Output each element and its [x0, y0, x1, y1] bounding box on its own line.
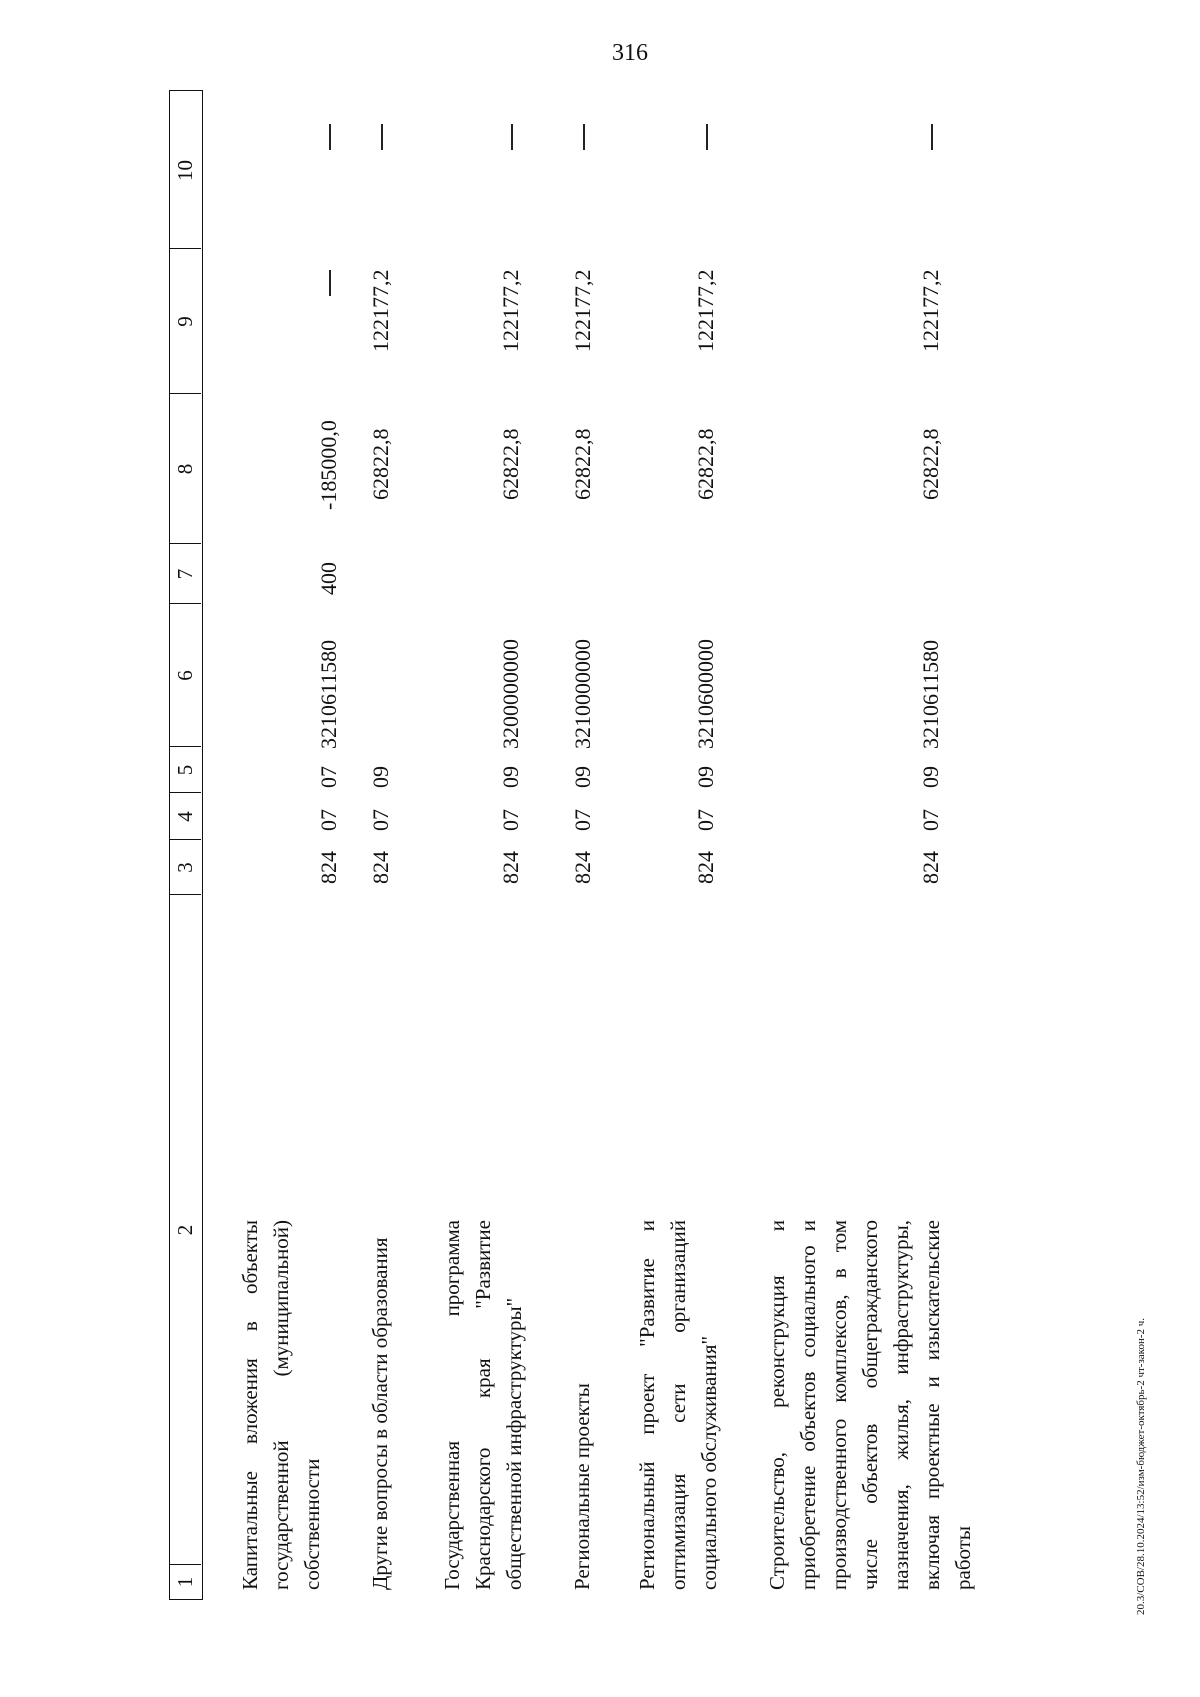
- row-name: Государственная программа Краснодарского края "Развитие общественной инфраструктуры": [440, 1220, 526, 1590]
- header-col-8: 8: [173, 463, 197, 475]
- cell-c4: 07: [498, 809, 523, 831]
- cell-c4: 07: [570, 809, 595, 831]
- cell-c4: 07: [316, 809, 341, 831]
- header-col-10: 10: [173, 160, 197, 181]
- rotated-table: [169, 90, 1169, 1600]
- cell-c6: 3210600000: [693, 639, 718, 749]
- header-col-4: 4: [173, 811, 197, 822]
- dash-mark: [381, 124, 383, 150]
- cell-c5: 09: [498, 766, 523, 788]
- cell-c5: 07: [316, 766, 341, 788]
- cell-c9: 122177,2: [498, 269, 523, 352]
- budget-table: [169, 90, 1169, 1600]
- header-col-3: 3: [173, 862, 197, 873]
- dash-mark: [706, 124, 708, 150]
- table-row: [756, 90, 975, 1600]
- header-col-9: 9: [173, 316, 197, 327]
- cell-c6: 3210611580: [918, 639, 943, 749]
- cell-c3: 824: [368, 851, 393, 884]
- row-name: Другие вопросы в области образования: [368, 1237, 392, 1590]
- cell-c4: 07: [693, 809, 718, 831]
- cell-c3: 824: [570, 851, 595, 884]
- dash-mark: [329, 270, 331, 296]
- table-row: [229, 90, 349, 1600]
- dash-mark: [329, 124, 331, 150]
- table-header-row: [169, 90, 203, 1600]
- table-row: [431, 90, 551, 1600]
- cell-c6: 3210000000: [570, 639, 595, 749]
- cell-c3: 824: [693, 851, 718, 884]
- cell-c9: 122177,2: [570, 269, 595, 352]
- row-name: Строительство, реконструкция и приобретение объектов социального и производственного комплексов, в том числе объектов общегражданского назначения, жилья, инфраструктуры, включая проектные и изыскательские работы: [765, 1220, 975, 1590]
- header-col-6: 6: [173, 670, 197, 681]
- cell-c8: -185000,0: [316, 420, 341, 510]
- cell-c6: 3210611580: [316, 639, 341, 749]
- cell-c5: 09: [368, 766, 393, 788]
- cell-c3: 824: [918, 851, 943, 884]
- cell-c5: 09: [570, 766, 595, 788]
- row-name: Региональный проект "Развитие и оптимизация сети организаций социального обслуживания": [635, 1220, 721, 1590]
- cell-c9: 122177,2: [918, 269, 943, 352]
- dash-mark: [511, 124, 513, 150]
- row-name: Региональные проекты: [570, 1383, 594, 1590]
- cell-c8: 62822,8: [498, 428, 523, 500]
- page-number: 316: [612, 40, 648, 66]
- cell-c3: 824: [498, 851, 523, 884]
- header-col-2: 2: [173, 1224, 197, 1236]
- header-col-7: 7: [173, 568, 197, 580]
- dash-mark: [931, 124, 933, 150]
- cell-c7: 400: [316, 562, 341, 595]
- dash-mark: [583, 124, 585, 150]
- cell-c8: 62822,8: [693, 428, 718, 500]
- cell-c5: 09: [693, 766, 718, 788]
- cell-c8: 62822,8: [368, 428, 393, 500]
- cell-c4: 07: [918, 809, 943, 831]
- header-col-5: 5: [173, 764, 197, 776]
- cell-c9: 122177,2: [693, 269, 718, 352]
- table-row: [626, 90, 746, 1600]
- cell-c5: 09: [918, 766, 943, 788]
- side-note: 20.3/СОВ/28.10.2024/13:52/изм-бюджет-октябрь-2 чт-закон-2 ч.: [1135, 1317, 1147, 1615]
- header-col-1: 1: [173, 1576, 197, 1588]
- row-name: Капитальные вложения в объекты государственной (муниципальной) собственности: [238, 1220, 324, 1590]
- cell-c8: 62822,8: [570, 428, 595, 500]
- cell-c4: 07: [368, 809, 393, 831]
- cell-c3: 824: [316, 851, 341, 884]
- cell-c9: 122177,2: [368, 269, 393, 352]
- cell-c6: 3200000000: [498, 639, 523, 749]
- cell-c8: 62822,8: [918, 428, 943, 500]
